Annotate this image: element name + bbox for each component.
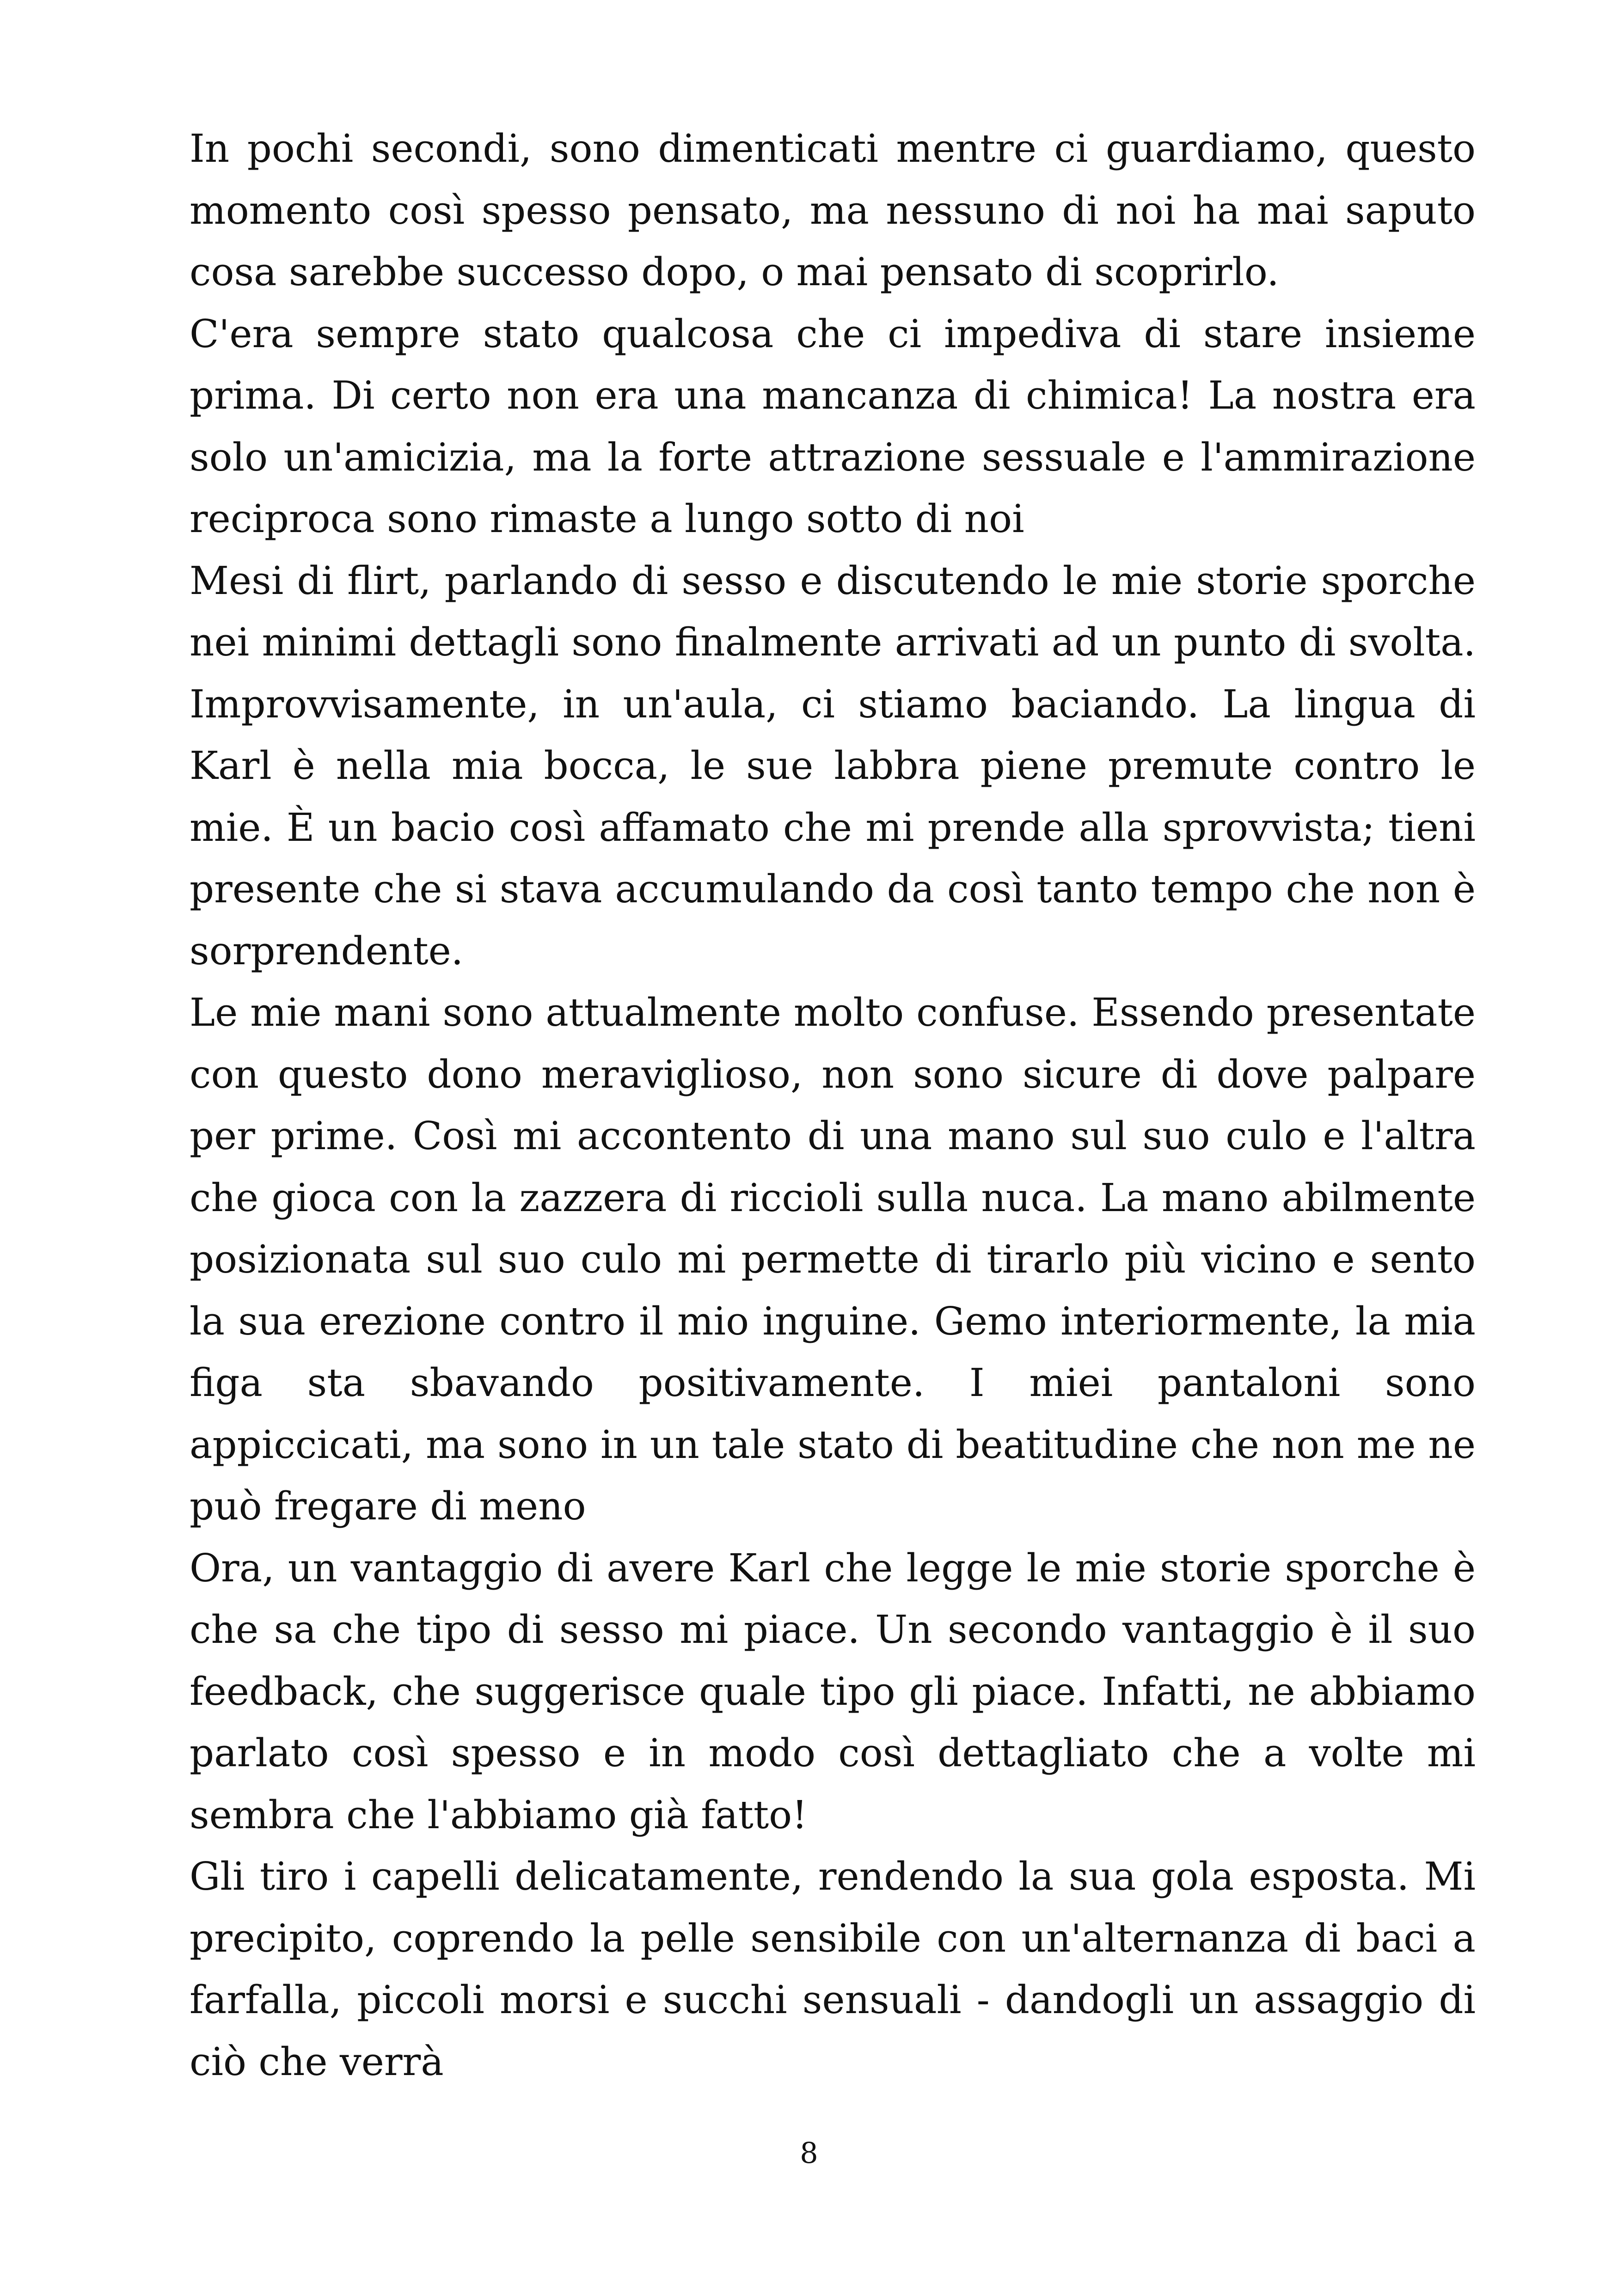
paragraph-1: In pochi secondi, sono dimenticati mentre ci guardiamo, questo momento così spesso pensato, ma nessuno di noi ha mai saputo cosa sarebbe successo dopo, o mai pensato di scoprirlo. xyxy=(190,126,1476,294)
paragraph-4: Le mie mani sono attualmente molto confuse. Essendo presentate con questo dono meraviglioso, non sono sicure di dove palpare per prime. Così mi accontento di una mano sul suo culo e l'altra che gioca con la zazzera di riccioli sulla nuca. La mano abilmente posizionata sul suo culo mi permette di tirarlo più vicino e sento la sua erezione contro il mio inguine. Gemo interiormente, la mia figa sta sbavando positivamente. I miei pantaloni sono appiccicati, ma sono in un tale stato di beatitudine che non me ne può fregare di meno xyxy=(190,990,1476,1529)
page-number: 8 xyxy=(800,2136,818,2170)
paragraph-6: Gli tiro i capelli delicatamente, rendendo la sua gola esposta. Mi precipito, coprendo la pelle sensibile con un'alternanza di baci a farfalla, piccoli morsi e succhi sensuali - dandogli un assaggio di ciò che verrà xyxy=(190,1854,1476,2084)
paragraph-2: C'era sempre stato qualcosa che ci impediva di stare insieme prima. Di certo non era una mancanza di chimica! La nostra era solo un'amicizia, ma la forte attrazione sessuale e l'ammirazione reciproca sono rimaste a lungo sotto di noi xyxy=(190,311,1476,541)
paragraph-5: Ora, un vantaggio di avere Karl che legge le mie storie sporche è che sa che tipo di sesso mi piace. Un secondo vantaggio è il suo feedback, che suggerisce quale tipo gli piace. Infatti, ne abbiamo parlato così spesso e in modo così dettagliato che a volte mi sembra che l'abbiamo già fatto! xyxy=(190,1545,1476,1837)
paragraph-3: Mesi di flirt, parlando di sesso e discutendo le mie storie sporche nei minimi dettagli sono finalmente arrivati ad un punto di svolta. Improvvisamente, in un'aula, ci stiamo baciando. La lingua di Karl è nella mia bocca, le sue labbra piene premute contro le mie. È un bacio così affamato che mi prende alla sprovvista; tieni presente che si stava accumulando da così tanto tempo che non è sorprendente. xyxy=(190,558,1476,974)
body-text xyxy=(190,118,1476,2093)
